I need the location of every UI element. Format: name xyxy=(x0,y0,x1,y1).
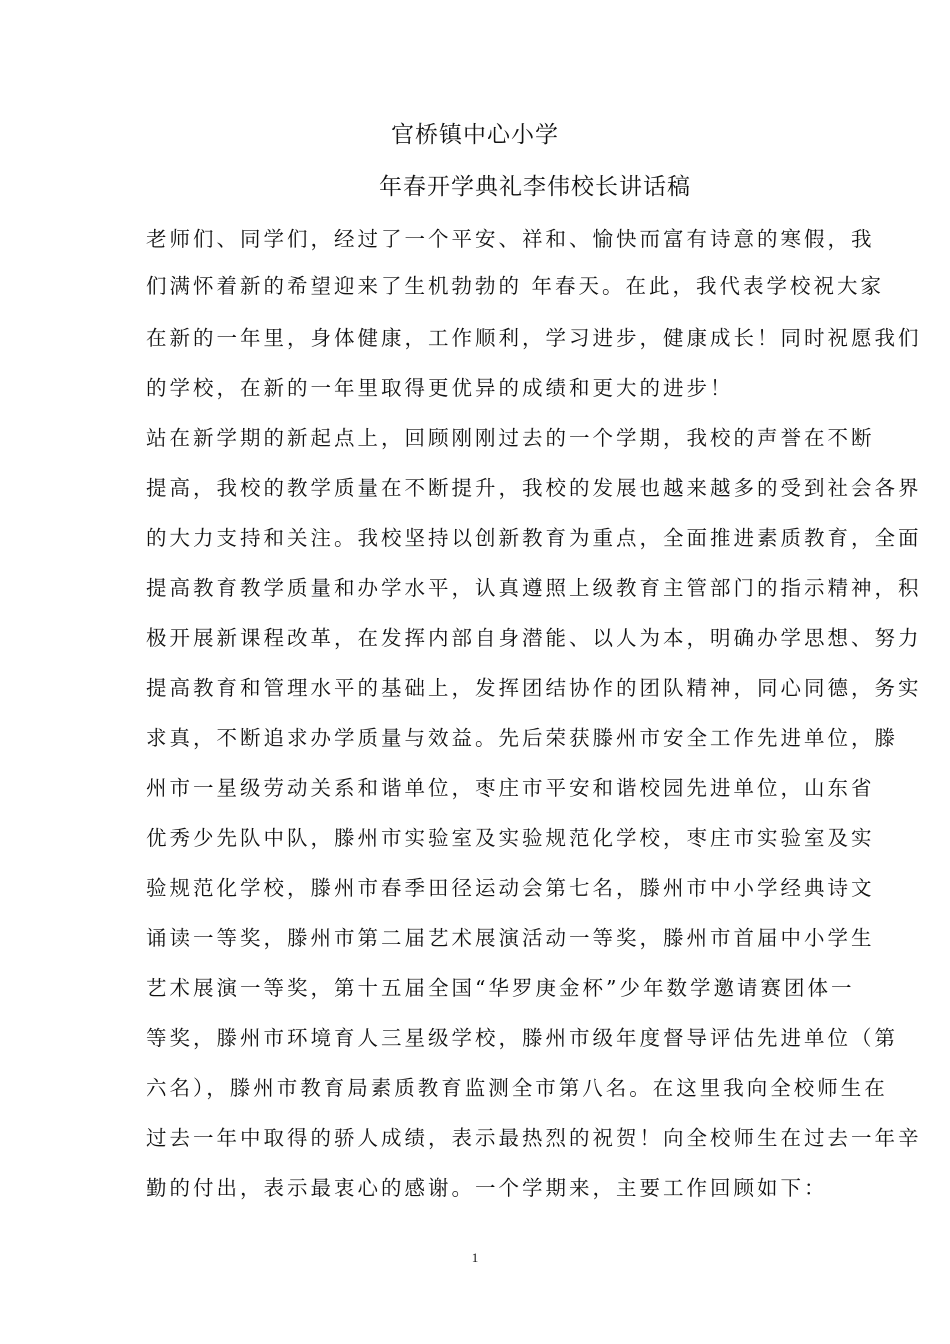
body-line: 提高，我校的教学质量在不断提升，我校的发展也越来越多的受到社会各界 xyxy=(146,476,922,500)
body-line: 六名），滕州市教育局素质教育监测全市第八名。在这里我向全校师生在 xyxy=(146,1076,888,1100)
document-subtitle: 年春开学典礼李伟校长讲话稿 xyxy=(379,174,691,200)
body-line: 验规范化学校，滕州市春季田径运动会第七名，滕州市中小学经典诗文 xyxy=(146,876,875,900)
body-line: 过去一年中取得的骄人成绩，表示最热烈的祝贺！向全校师生在过去一年辛 xyxy=(146,1126,922,1150)
document-title: 官桥镇中心小学 xyxy=(391,122,559,148)
body-line: 们满怀着新的希望迎来了生机勃勃的 年春天。在此，我代表学校祝大家 xyxy=(146,274,885,298)
body-line: 提高教育和管理水平的基础上，发挥团结协作的团队精神，同心同德，务实 xyxy=(146,676,922,700)
body-line: 艺术展演一等奖，第十五届全国“华罗庚金杯”少年数学邀请赛团体一 xyxy=(146,976,855,1000)
body-line: 州市一星级劳动关系和谐单位，枣庄市平安和谐校园先进单位，山东省 xyxy=(146,776,875,800)
body-line: 等奖，滕州市环境育人三星级学校，滕州市级年度督导评估先进单位（第 xyxy=(146,1026,898,1050)
page-number: 1 xyxy=(471,1250,479,1265)
body-line: 的大力支持和关注。我校坚持以创新教育为重点，全面推进素质教育，全面 xyxy=(146,526,922,550)
body-line: 求真，不断追求办学质量与效益。先后荣获滕州市安全工作先进单位，滕 xyxy=(146,726,898,750)
body-line: 站在新学期的新起点上，回顾刚刚过去的一个学期，我校的声誉在不断 xyxy=(146,426,875,450)
body-line: 的学校，在新的一年里取得更优异的成绩和更大的进步！ xyxy=(146,376,734,400)
body-line: 勤的付出，表示最衷心的感谢。一个学期来，主要工作回顾如下： xyxy=(146,1176,828,1200)
body-line: 老师们、同学们，经过了一个平安、祥和、愉快而富有诗意的寒假，我 xyxy=(146,227,875,251)
body-line: 优秀少先队中队，滕州市实验室及实验规范化学校，枣庄市实验室及实 xyxy=(146,826,875,850)
body-line: 诵读一等奖，滕州市第二届艺术展演活动一等奖，滕州市首届中小学生 xyxy=(146,926,875,950)
body-line: 提高教育教学质量和办学水平，认真遵照上级教育主管部门的指示精神，积 xyxy=(146,576,922,600)
body-line: 极开展新课程改革，在发挥内部自身潜能、以人为本，明确办学思想、努力 xyxy=(146,626,922,650)
body-line: 在新的一年里，身体健康，工作顺利，学习进步，健康成长！同时祝愿我们 xyxy=(146,326,922,350)
